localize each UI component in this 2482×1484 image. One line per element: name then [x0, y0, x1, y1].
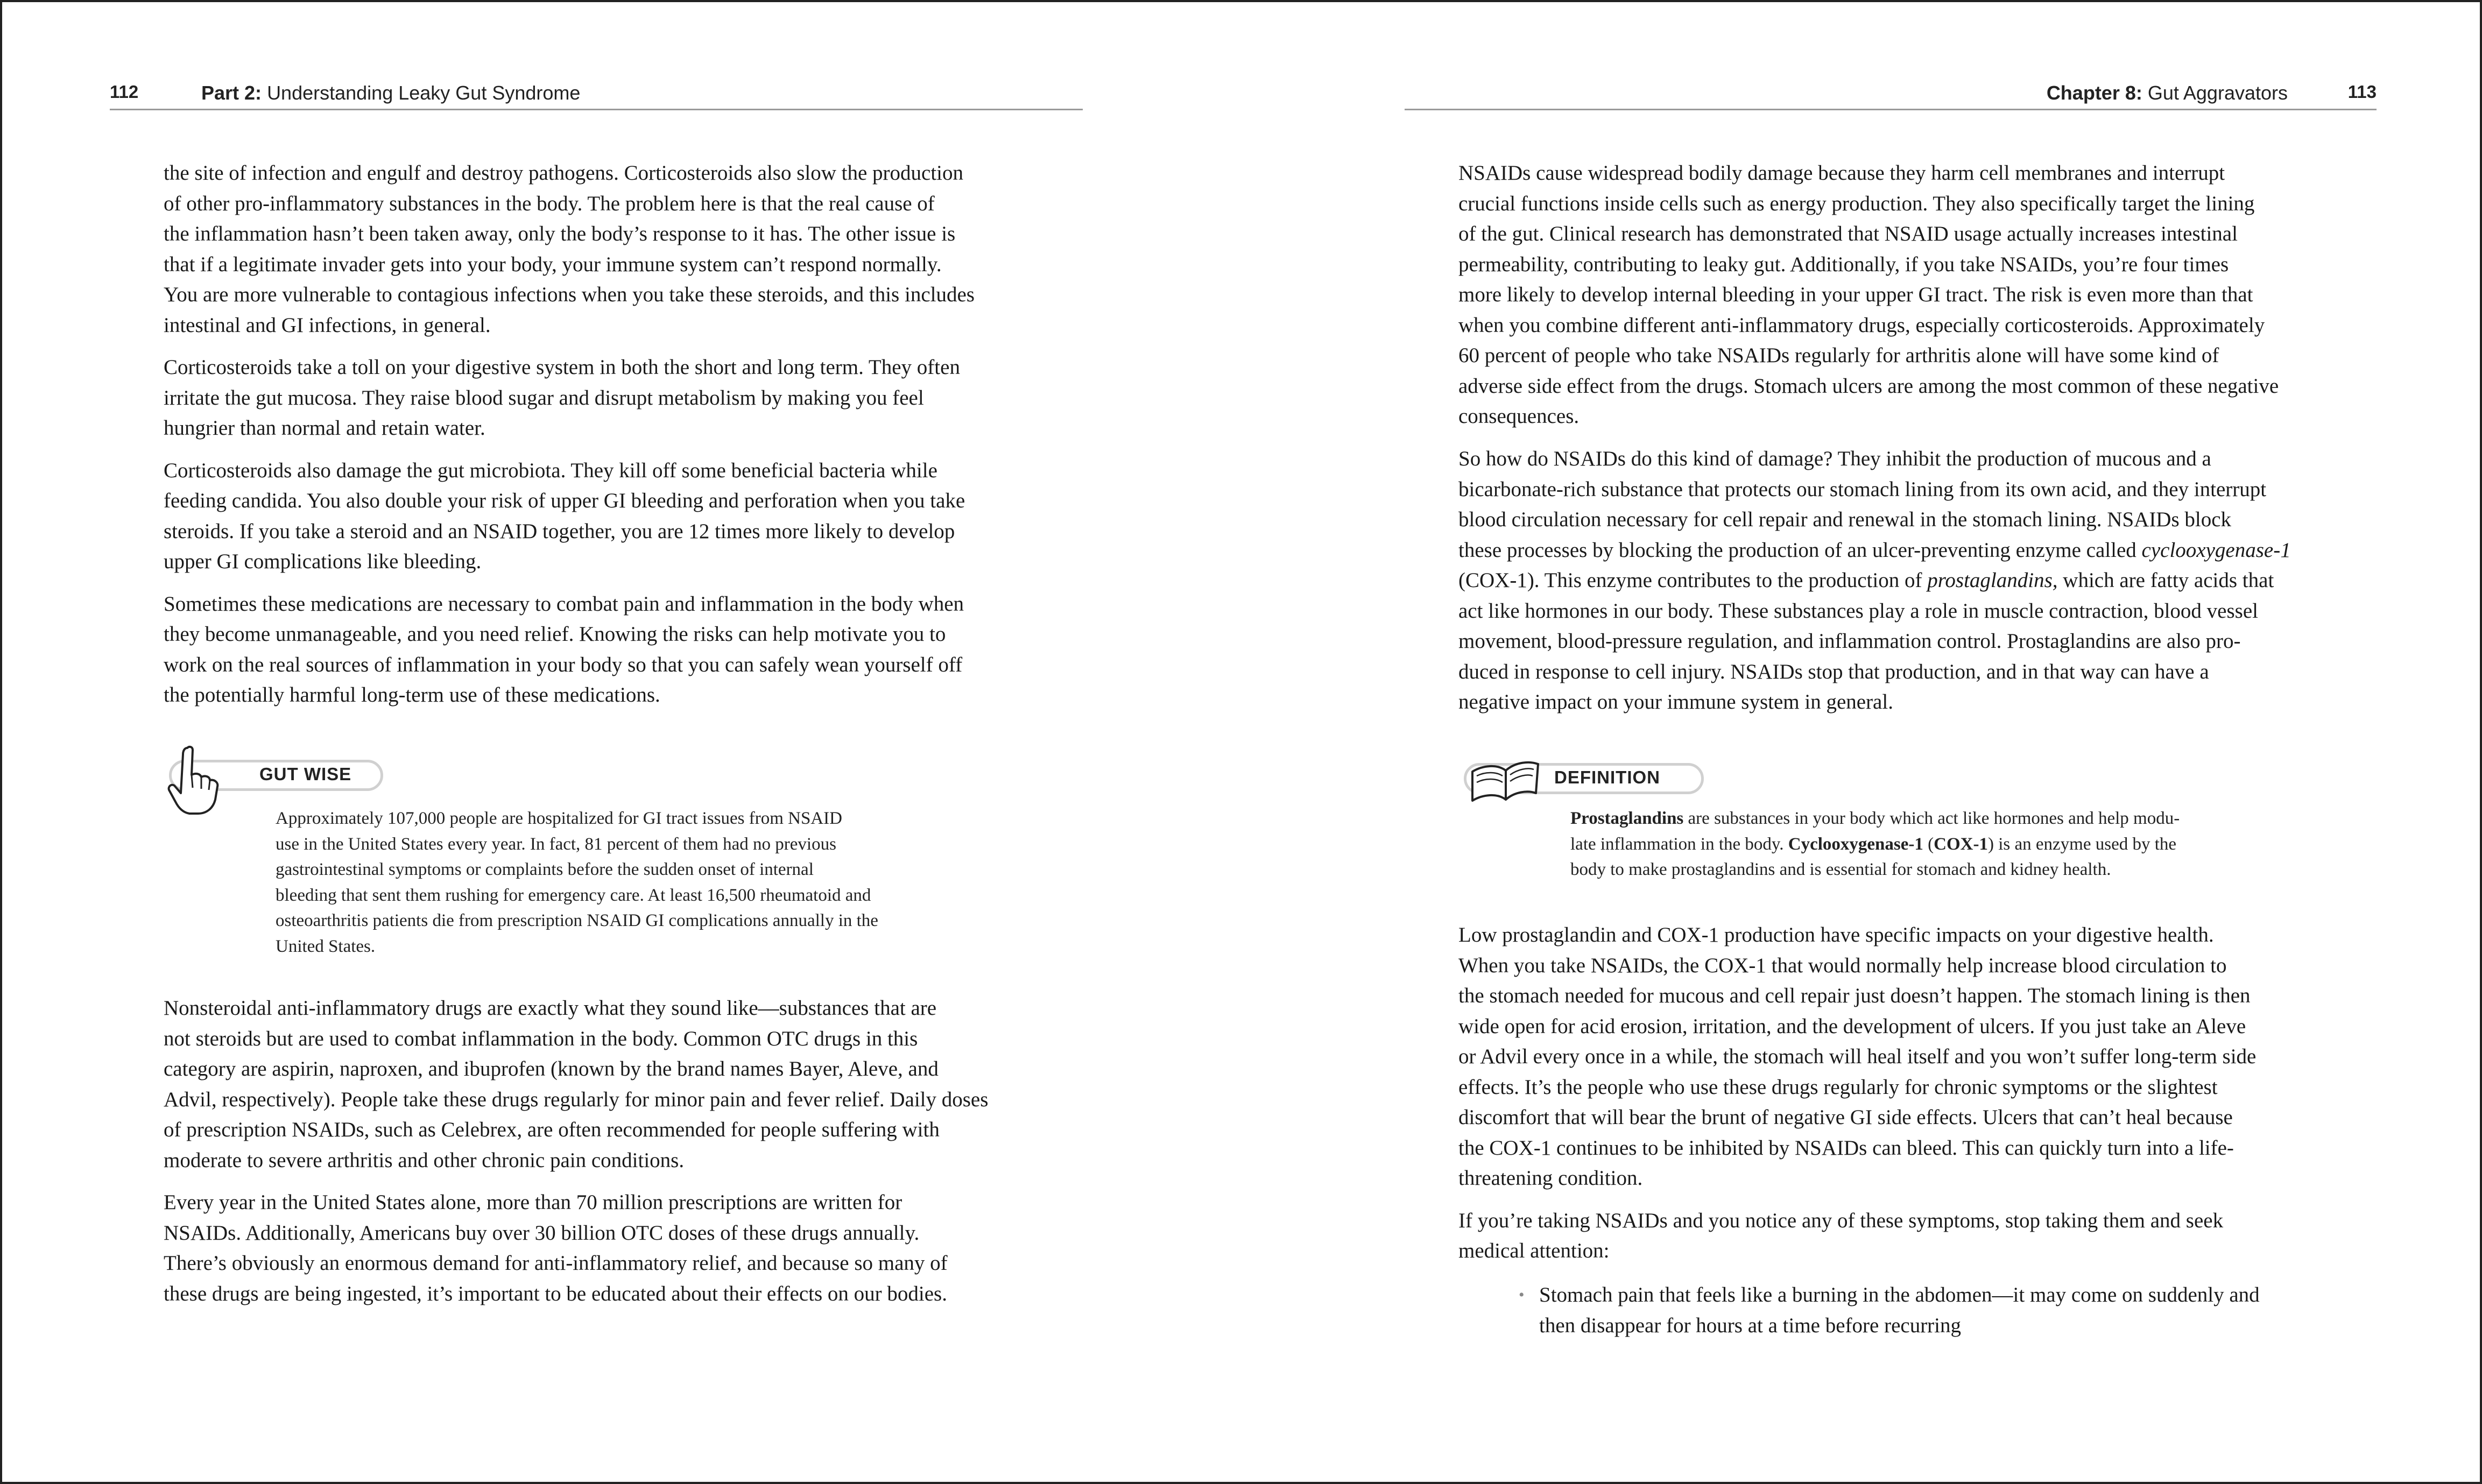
paragraph: Every year in the United States alone, more than 70 million prescriptions are written for NSAIDs. Additionally, Americans buy over 30 billion OTC doses of these drugs annually. There’s obviously an enormous demand for anti-inflammatory relief, and because so many of these drugs are being ingested, it’s important to be educated about their effects on our bodies.	[164, 1191, 948, 1305]
left-page	[2, 2, 1243, 1482]
paragraph: NSAIDs cause widespread bodily damage because they harm cell membranes and interrupt crucial functions inside cells such as energy production. They also specifically target the lining of the gut. Clinical research has demonstrated that NSAID usage actually increases intestinal permeability, contributing to leaky gut. Additionally, if you take NSAIDs, you’re four times more likely to develop internal bleeding in your upper GI tract. The risk is even more than that when you combine different anti-inflammatory drugs, especially corticosteroids. Approximately 60 percent of people who take NSAIDs regularly for arthritis alone will have some kind of adverse side effect from the drugs. Stomach ulcers are among the most common of these negative consequences.	[1458, 161, 2279, 428]
paragraph: Corticosteroids take a toll on your digestive system in both the short and long term. They often irritate the gut mucosa. They raise blood sugar and disrupt metabolism by making you feel hungrier than normal and retain water.	[164, 356, 960, 440]
bullet-icon: •	[1519, 1286, 1525, 1304]
sidebar-label: GUT WISE	[259, 764, 352, 784]
body-text-top	[1458, 158, 2279, 444]
open-book-icon	[1467, 755, 1542, 804]
paragraph: Low prostaglandin and COX-1 production have specific impacts on your digestive health. When you take NSAIDs, the COX-1 that would normally help increase blood circulation to the stomach needed for mucous and cell repair just doesn’t happen. The stomach lining is then wide open for acid erosion, irritation, and the development of ulcers. If you just take an Aleve or Advil every once in a while, the stomach will heal itself and you won’t suffer long-term side effects. It’s the people who use these drugs regularly for chronic symptoms or the slightest discomfort that will bear the brunt of negative GI side effects. Ulcers that can’t heal because the COX-1 continues to be inhibited by NSAIDs can bleed. This can quickly turn into a life- threatening condition.	[1458, 923, 2257, 1190]
body-text-top	[164, 158, 975, 723]
right-page	[1243, 2, 2482, 1482]
paragraph: Sometimes these medications are necessary to combat pain and inflammation in the body when they become unmanageable, and you need relief. Knowing the risks can help motivate you to work on the real sources of inflammation in your body so that you can safely wean yourself off the potentially harmful long-term use of these medications.	[164, 592, 964, 706]
paragraph: Nonsteroidal anti-inflammatory drugs are exactly what they sound like—substances that are not steroids but are used to combat inflammation in the body. Common OTC drugs in this category are aspirin, naproxen, and ibuprofen (known by the brand names Bayer, Aleve, and Advil, respectively). People take these drugs regularly for minor pain and fever relief. Daily doses of prescription NSAIDs, such as Celebrex, are often recommended for people suffering with moderate to severe arthritis and other chronic pain conditions.	[164, 997, 989, 1172]
running-head	[110, 82, 1083, 110]
list-item: • Stomach pain that feels like a burning in the abdomen—it may come on suddenly and then disappear for hours at a time before recurring	[1458, 1280, 2260, 1341]
pointing-hand-icon	[166, 744, 236, 819]
body-text-bottom	[1458, 920, 2256, 1278]
paragraph: the site of infection and engulf and destroy pathogens. Corticosteroids also slow the production of other pro-inflammatory substances in the body. The problem here is that the real cause of the inflammation hasn’t been taken away, only the body’s response to it has. The other issue is that if a legitimate invader gets into your body, your immune system can’t respond normally. You are more vulnerable to contagious infections when you take these steroids, and this includes intestinal and GI infections, in general.	[164, 161, 975, 337]
paragraph: Corticosteroids also damage the gut microbiota. They kill off some beneficial bacteria while feeding candida. You also double your risk of upper GI bleeding and perforation when you take steroids. If you take a steroid and an NSAID together, you are 12 times more likely to develop upper GI complications like bleeding.	[164, 458, 965, 573]
body-paragraph-cox: So how do NSAIDs do this kind of damage? They inhibit the production of mucous and a bicarbonate-rich substance that protects our stomach lining from its own acid, and they interrupt blood circulation necessary for cell repair and renewal in the stomach lining. NSAIDs block these processes by blocking the production of an ulcer-preventing enzyme called cyclooxygenase-1 (COX-1). This enzyme contributes to the production of prostaglandins, which are fatty acids that act like hormones in our body. These substances play a role in muscle contraction, blood vessel movement, blood-pressure regulation, and inflammation control. Prostaglandins are also pro- duced in response to cell injury. NSAIDs stop that production, and in that way can have a negative impact on your immune system in general.	[1458, 447, 2291, 713]
bullet-list	[1458, 1280, 2260, 1341]
term-prostaglandins: Prostaglandins	[1570, 809, 1684, 828]
part-title: Part 2: Understanding Leaky Gut Syndrome	[201, 82, 581, 104]
term-cox1: Cyclooxygenase-1	[1788, 834, 1923, 854]
sidebar-label: DEFINITION	[1554, 767, 1660, 787]
body-text-bottom	[164, 993, 988, 1321]
page-number: 113	[2347, 82, 2377, 102]
running-head	[1405, 82, 2377, 110]
paragraph: If you’re taking NSAIDs and you notice any of these symptoms, stop taking them and seek medical attention:	[1458, 1209, 2224, 1262]
chapter-title: Chapter 8: Gut Aggravators	[2046, 82, 2288, 104]
definition-text: Prostaglandins are substances in your body which act like hormones and help modu- late inflammation in the body. Cyclooxygenase-1 (COX-1) is an enzyme used by the body to make prostaglandins and is essential for stomach and kidney health.	[1570, 809, 2180, 879]
sidebar-text: Approximately 107,000 people are hospitalized for GI tract issues from NSAID use in the United States every year. In fact, 81 percent of them had no previous gastrointestinal symptoms or complaints before the sudden onset of internal bleeding that sent them rushing for emergency care. At least 16,500 rheumatoid and osteoarthritis patients die from prescription NSAID GI complications annually in the United States.	[276, 809, 878, 956]
page-number: 112	[110, 82, 139, 102]
